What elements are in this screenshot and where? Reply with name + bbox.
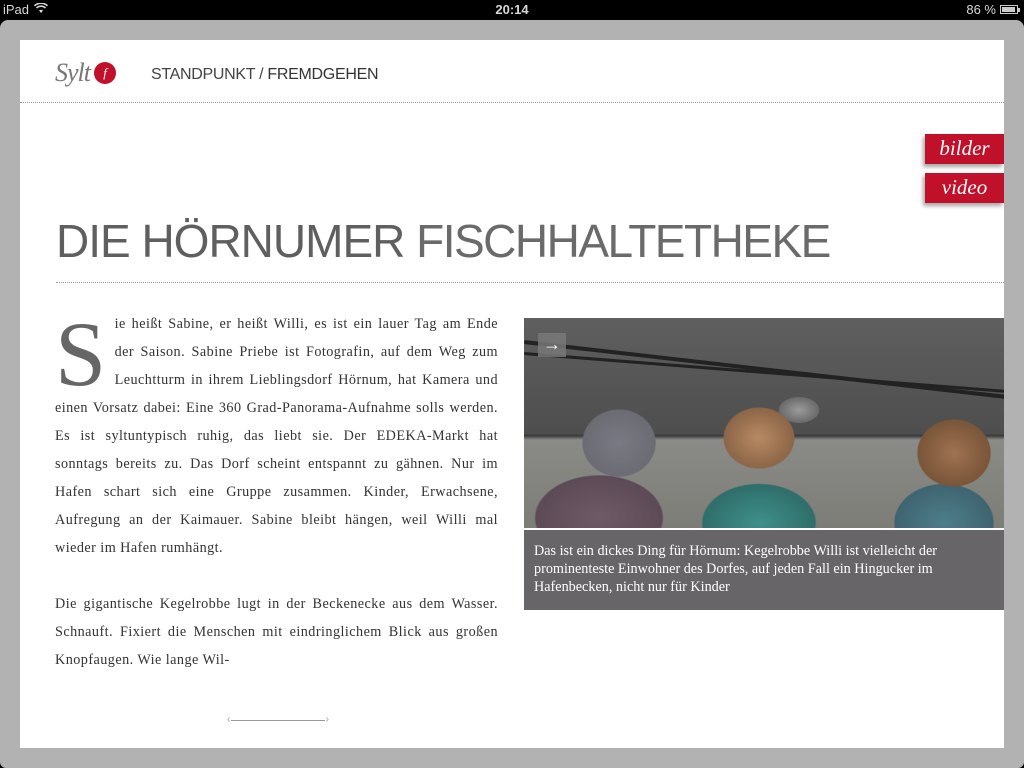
scroll-track	[231, 720, 325, 721]
paragraph-1	[55, 303, 498, 562]
paragraph-2: Die gigantische Kegelrobbe lugt in der Beckenecke aus dem Wasser. Schnauft. Fixiert die Menschen mit eindringlichem Blick aus großen Knopfaugen. Wie lange Wil-	[55, 596, 498, 668]
title-bold: DIE HÖRNUMER	[56, 215, 405, 267]
status-bar	[0, 0, 1024, 20]
scroll-left-icon[interactable]: ‹	[227, 714, 231, 725]
clock: 20:14	[495, 2, 529, 17]
logo-text: Sylt	[55, 58, 90, 87]
device-name: iPad	[3, 2, 30, 17]
battery-icon	[1000, 5, 1018, 14]
drop-cap: S	[55, 303, 107, 405]
title-light: FISCHHALTETHEKE	[416, 215, 830, 267]
breadcrumb	[151, 66, 378, 84]
article-body	[55, 303, 498, 702]
breadcrumb-current: FREMDGEHEN	[267, 66, 379, 83]
breadcrumb-section[interactable]: STANDPUNKT	[151, 66, 255, 83]
logo-badge-icon: f	[94, 62, 116, 84]
page-header	[20, 40, 1004, 103]
next-image-arrow-icon[interactable]: →	[538, 333, 566, 357]
photo-caption: Das ist ein dickes Ding für Hörnum: Kegelrobbe Willi ist vielleicht der prominenteste Einwohner des Dorfes, auf jeden Fall ein Hingucker im Hafenbecken, nicht nur für Kinder	[524, 530, 1004, 610]
sylt-logo[interactable]	[55, 60, 116, 86]
seal-harbor-photo[interactable]	[524, 318, 1004, 528]
article-figure	[524, 318, 1004, 610]
video-button[interactable]: video	[925, 173, 1004, 203]
breadcrumb-separator: /	[254, 66, 268, 83]
paragraph-1-text: ie heißt Sabine, er heißt Willi, es ist ein lauer Tag am Ende der Saison. Sabine Priebe ist Fotografin, auf dem Weg zum Leuchtturm in ihrem Lieblingsdorf Hörnum, hat Kamera und einen Vorsatz dabei: Eine 360 Grad-Panorama-Aufnahme solls werden. Es ist syltuntypisch ruhig, das liebt sie. Der EDEKA-Markt hat sonntags bereits zu. Das Dorf scheint entspannt zu gähnen. Nur im Hafen schart sich eine Gruppe zusammen. Kinder, Erwachsene, Aufregung an der Kaimauer. Sabine bleibt hängen, weil Willi mal wieder im Hafen rumhängt.	[55, 316, 498, 556]
battery-percent: 86 %	[966, 2, 996, 17]
article-page[interactable]	[20, 40, 1004, 748]
title-divider	[56, 282, 1004, 283]
page-scroll-indicator[interactable]	[227, 714, 329, 726]
images-button[interactable]: bilder	[925, 134, 1004, 164]
article-title	[56, 214, 830, 268]
scroll-right-icon[interactable]: ›	[325, 714, 329, 725]
